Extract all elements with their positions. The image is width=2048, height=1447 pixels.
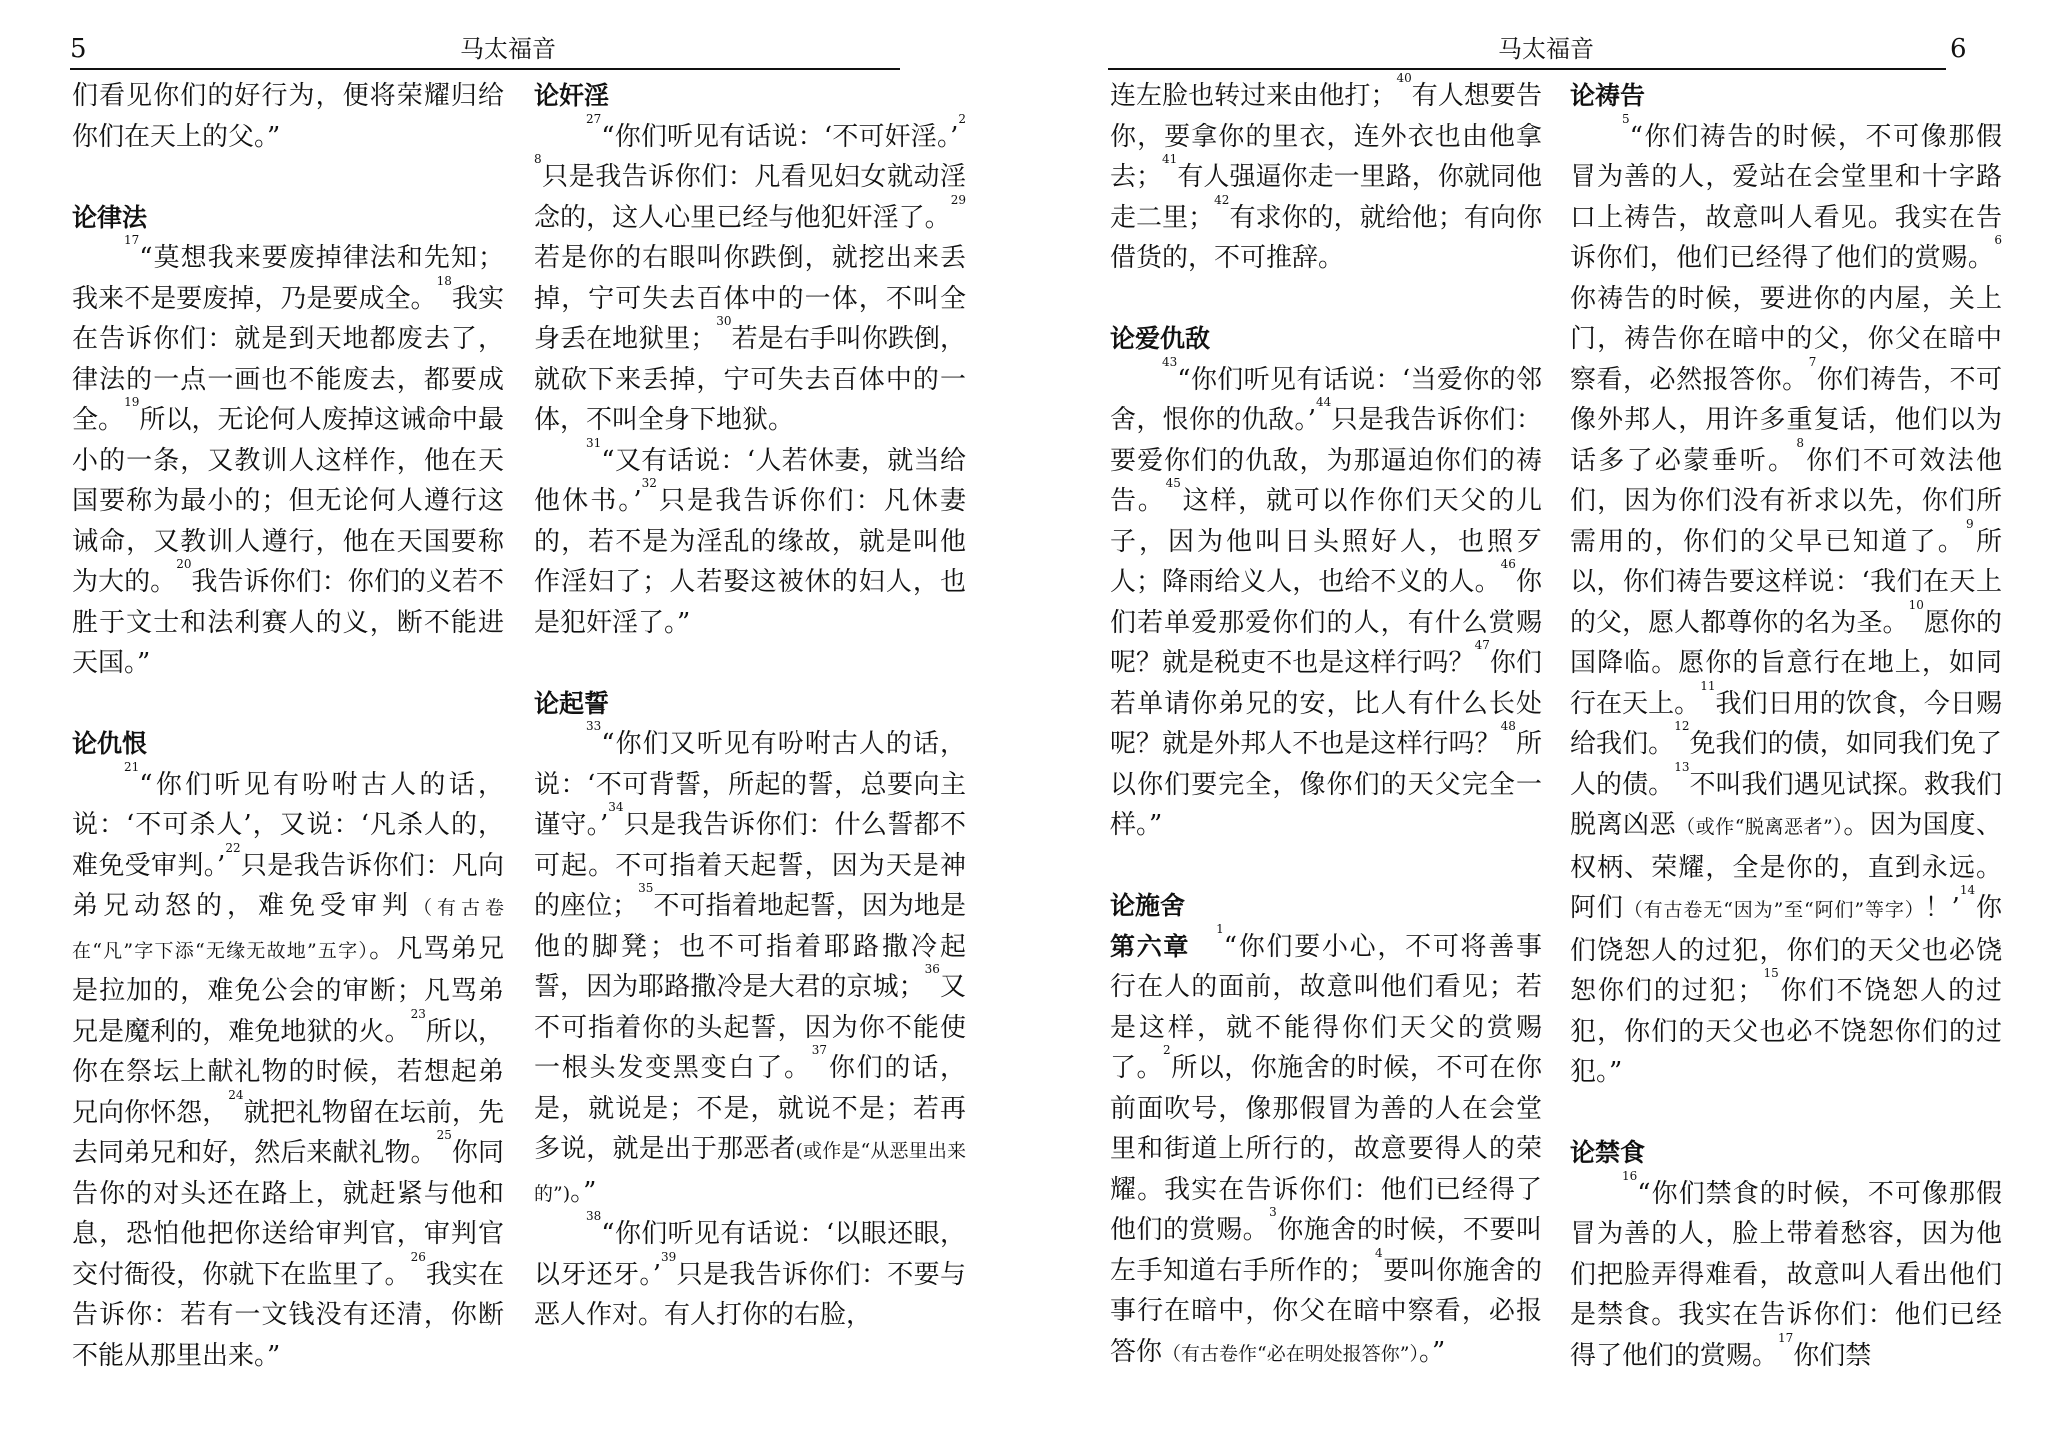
verse-number: 40 — [1396, 71, 1412, 85]
verse-text: 你们不饶恕人的过犯，你们的天父也必不饶恕你们的过犯。” — [1570, 976, 2002, 1087]
verse-number: 19 — [124, 395, 140, 409]
verse-number: 45 — [1165, 476, 1181, 490]
verse-text: 又不可指着你的头起誓，因为你不能使一根头发变黑变白了。 — [534, 972, 966, 1083]
verse-number: 39 — [660, 1249, 677, 1264]
verse-text: 若是你的右眼叫你跌倒，就挖出来丢掉，宁可失去百体中的一体，不叫全身丢在地狱里； — [534, 243, 966, 354]
paragraph — [534, 111, 966, 441]
verse-text: 你们不可效法他们，因为你们没有祈求以先，你们所需用的，你们的父早已知道了。 — [1570, 445, 2002, 557]
verse-number: 37 — [811, 1043, 828, 1057]
verse-text: 不叫我们遇见试探。救我们脱离凶恶 — [1570, 769, 2002, 840]
verse-text: 你们祷告，不可像外邦人，用许多重复话，他们以为话多了必蒙垂听。 — [1570, 364, 2002, 476]
verse-text: 。因为国度、权柄、荣耀，全是你的，直到永远。阿们 — [1570, 810, 2002, 923]
verse-number: 15 — [1763, 966, 1779, 980]
left-header-rule — [70, 68, 900, 70]
verse-text: “你们听见有吩咐古人的话，说：‘不可杀人’，又说：‘凡杀人的，难免受审判。’ — [72, 769, 504, 881]
section-heading-prayer: 论祷告 — [1570, 81, 1646, 110]
verse-text: 你祷告的时候，要进你的内屋，关上门，祷告你在暗中的父，你父在暗中察看，必然报答你。 — [1570, 283, 2002, 395]
verse-text: 有人强逼你走一里路，你就同他走二里； — [1110, 162, 1542, 233]
verse-text: “你们听见有话说：‘以眼还眼，以牙还牙。’ — [534, 1219, 966, 1290]
verse-text: 就把礼物留在坛前，先去同弟兄和好，然后来献礼物。 — [72, 1097, 504, 1168]
verse-text: 所以，你在祭坛上献礼物的时候，若想起弟兄向你怀怨， — [72, 1016, 504, 1128]
variant-note: （有古卷在“凡”字下添“无缘无故地”五字） — [72, 897, 504, 962]
verse-number: 5 — [1622, 111, 1630, 126]
verse-number: 16 — [1622, 1168, 1638, 1183]
verse-number: 47 — [1474, 638, 1490, 652]
verse-number: 42 — [1214, 192, 1230, 207]
verse-number: 30 — [716, 314, 732, 328]
verse-text: “你们又听见有吩咐古人的话，说：‘不可背誓，所起的誓，总要向主谨守。’ — [534, 729, 966, 840]
verse-text: 你们若单爱那爱你们的人，有什么赏赐呢？就是税吏不也是这样行吗？ — [1110, 567, 1542, 678]
verse-text: 我实在告诉你们：就是到天地都废去了，律法的一点一画也不能废去，都要成全。 — [72, 283, 504, 435]
paragraph — [1570, 1168, 2002, 1377]
verse-text: 所以，无论何人废掉这诫命中最小的一条，又教训人这样作，他在天国要称为最小的；但无论何人遵行这诫命，又教训人遵行，他在天国要称为大的。 — [72, 405, 504, 597]
paragraph — [1110, 354, 1542, 846]
verse-text: 若是右手叫你跌倒，就砍下来丢掉，宁可失去百体中的一体，不叫全身下地狱。 — [534, 324, 966, 435]
verse-number: 43 — [1162, 354, 1178, 369]
verse-text: 你们若单请你弟兄的安，比人有什么长处呢？就是外邦人不也是这样行吗？ — [1110, 648, 1542, 759]
verse-number: 18 — [436, 273, 452, 288]
left-page-column-2 — [534, 76, 966, 1336]
verse-text: 我们日用的饮食，今日赐给我们。 — [1570, 688, 2002, 759]
variant-note: （有古卷无“因为”至“阿们”等字） — [1623, 899, 1925, 921]
verse-text: 免我们的债，如同我们免了人的债。 — [1570, 729, 2002, 800]
section-heading-adultery: 论奸淫 — [534, 81, 610, 110]
verse-number: 27 — [586, 111, 602, 126]
verse-text: 你们的话，是，就说是；不是，就说不是；若再多说，就是出于那恶者 — [534, 1053, 966, 1164]
verse-text: 只是我告诉你们：不要与恶人作对。有人打你的右脸， — [534, 1259, 966, 1330]
verse-text: “你们祷告的时候，不可像那假冒为善的人，爱站在会堂里和十字路口上祷告，故意叫人看见。我实在告诉你们，他们已经得了他们的赏赐。 — [1570, 121, 2002, 273]
verse-text: 有人想要告你，要拿你的里衣，连外衣也由他拿去； — [1110, 81, 1542, 192]
paragraph — [1110, 71, 1542, 279]
verse-number: 24 — [228, 1087, 244, 1102]
verse-number: 8 — [1796, 435, 1804, 450]
verse-text: 所以，你施舍的时候，不可在你前面吹号，像那假冒为善的人在会堂里和街道上所行的，故意要得人的荣耀。我实在告诉你们：他们已经得了他们的赏赐。 — [1110, 1053, 1542, 1245]
verse-number: 21 — [124, 759, 140, 774]
verse-number: 7 — [1808, 354, 1817, 369]
section-heading-fasting: 论禁食 — [1570, 1138, 1646, 1167]
right-page-column-1 — [1110, 71, 1542, 1374]
verse-number: 26 — [410, 1249, 426, 1264]
verse-text: 只是我告诉你们：什么誓都不可起。不可指着天起誓，因为天是神的座位； — [534, 810, 966, 921]
verse-text: 你们禁 — [1793, 1340, 1872, 1371]
verse-text: 这样，就可以作你们天父的儿子，因为他叫日头照好人，也照歹人；降雨给义人，也给不义的人。 — [1110, 486, 1542, 597]
section-heading-hate: 论仇恨 — [72, 729, 148, 758]
verse-text: “你们听见有话说：‘当爱你的邻舍，恨你的仇敌。’ — [1110, 364, 1542, 435]
verse-number: 33 — [586, 719, 602, 733]
verse-text: “你们听见有话说：‘不可奸淫。’ — [601, 121, 959, 152]
verse-text: 只是我告诉你们：凡看见妇女就动淫念的，这人心里已经与他犯奸淫了。 — [534, 162, 966, 233]
verse-text: “你们禁食的时候，不可像那假冒为善的人，脸上带着愁容，因为他们把脸弄得难看，故意叫人看出他们是禁食。我实在告诉你们：他们已经得了他们的赏赐。 — [1570, 1178, 2002, 1371]
verse-text: “莫想我来要废掉律法和先知；我来不是要废掉，乃是要成全。 — [72, 243, 504, 314]
verse-number: 31 — [586, 435, 602, 450]
verse-number: 29 — [950, 192, 966, 207]
chapter-label: 第六章 — [1110, 931, 1191, 961]
verse-number: 44 — [1315, 395, 1332, 409]
verse-number: 6 — [1994, 233, 2002, 247]
verse-number: 20 — [176, 557, 192, 571]
paragraph — [72, 76, 504, 157]
verse-number: 4 — [1375, 1245, 1383, 1260]
verse-number: 9 — [1966, 516, 1974, 531]
verse-number: 35 — [638, 881, 654, 895]
verse-text: ！’ — [1924, 893, 1960, 923]
verse-text: 只是我告诉你们：要爱你们的仇敌，为那逼迫你们的祷告。 — [1110, 405, 1542, 516]
paragraph — [72, 233, 504, 684]
verse-text: “你们要小心，不可将善事行在人的面前，故意叫他们看见；若是这样，就不能得你们天父的赏赐了。 — [1110, 931, 1542, 1083]
right-header-rule — [1108, 68, 1946, 70]
verse-text: 你施舍的时候，不要叫左手知道右手所作的； — [1110, 1215, 1542, 1286]
verse-text: 要叫你施舍的事行在暗中，你父在暗中察看，必报答你 — [1110, 1255, 1542, 1367]
verse-text: 所以，你们祷告要这样说：‘我们在天上的父，愿人都尊你的名为圣。 — [1570, 526, 2002, 638]
verse-text: 你同告你的对头还在路上，就赶紧与他和息，恐怕他把你送给审判官，审判官交付衙役，你就下在监里了。 — [72, 1138, 504, 1290]
verse-number: 13 — [1674, 759, 1690, 774]
paragraph — [534, 435, 966, 644]
verse-text: 所以你们要完全，像你们的天父完全一样。” — [1110, 729, 1542, 840]
verse-text: 愿你的国降临。愿你的旨意行在地上，如同行在天上。 — [1570, 607, 2002, 719]
right-page-number: 6 — [1950, 34, 1967, 64]
verse-text: 。凡骂弟兄是拉加的，难免公会的审断；凡骂弟兄是魔利的，难免地狱的火。 — [72, 933, 504, 1047]
left-page-column-1 — [72, 76, 504, 1376]
section-heading-oath: 论起誓 — [534, 688, 610, 718]
verse-number: 3 — [1269, 1205, 1277, 1219]
paragraph — [534, 1209, 966, 1336]
verse-number: 17 — [124, 233, 140, 247]
variant-note: (或作是“从恶里出来的”) — [534, 1140, 966, 1205]
verse-text: 我实在告诉你：若有一文钱没有还清，你断不能从那里出来。” — [72, 1259, 504, 1371]
verse-number: 38 — [586, 1209, 602, 1223]
verse-number: 14 — [1959, 883, 1976, 897]
left-running-title: 马太福音 — [460, 35, 556, 63]
section-heading-love-enemies: 论爱仇敌 — [1110, 324, 1211, 353]
left-page-header — [70, 34, 900, 70]
verse-text: 连左脸也转过来由他打； — [1110, 81, 1397, 111]
verse-number: 11 — [1700, 678, 1716, 693]
verse-number: 34 — [608, 800, 624, 814]
verse-number: 46 — [1500, 557, 1516, 571]
variant-note: （或作“脱离恶者”） — [1676, 816, 1844, 838]
verse-number: 2 — [1163, 1043, 1171, 1057]
paragraph — [534, 719, 966, 1214]
verse-text: 有求你的，就给他；有向你借货的，不可推辞。 — [1110, 202, 1542, 273]
verse-text: 只是我告诉你们：凡向弟兄动怒的，难免受审判 — [72, 850, 504, 921]
right-running-title: 马太福音 — [1498, 35, 1594, 63]
verse-text: “又有话说：‘人若休妻，就当给他休书。’ — [534, 445, 966, 516]
verse-text: 我告诉你们：你们的义若不胜于文士和法利赛人的义，断不能进天国。” — [72, 567, 504, 678]
verse-number: 28 — [534, 111, 966, 166]
verse-number: 10 — [1908, 597, 1924, 612]
verse-number: 22 — [225, 840, 241, 855]
verse-number: 12 — [1674, 719, 1690, 733]
verse-number: 23 — [410, 1006, 426, 1021]
paragraph — [1570, 111, 2002, 1093]
verse-text: 只是我告诉你们：凡休妻的，若不是为淫乱的缘故，就是叫他作淫妇了；人若娶这被休的妇人，也是犯奸淫了。” — [534, 486, 966, 638]
verse-number: 17 — [1778, 1330, 1794, 1345]
verse-text: 们看见你们的好行为，便将荣耀归给你们在天上的父。” — [72, 81, 504, 152]
verse-text: 。” — [570, 1176, 597, 1207]
right-page-header — [1108, 34, 1976, 70]
verse-number: 41 — [1162, 152, 1178, 166]
verse-text: 。” — [1418, 1336, 1446, 1367]
paragraph — [1110, 921, 1542, 1375]
verse-number: 36 — [924, 962, 940, 976]
paragraph — [72, 759, 504, 1377]
right-page-column-2 — [1570, 76, 2002, 1376]
section-heading-law: 论律法 — [72, 202, 148, 232]
verse-text: 不可指着地起誓，因为地是他的脚凳；也不可指着耶路撒冷起誓，因为耶路撒冷是大君的京城； — [534, 891, 966, 1002]
verse-number: 25 — [436, 1128, 452, 1142]
verse-number: 32 — [641, 476, 657, 490]
variant-note: （有古卷作“必在明处报答你”） — [1162, 1342, 1419, 1365]
section-heading-alms: 论施舍 — [1110, 891, 1186, 920]
verse-text: 你们饶恕人的过犯，你们的天父也必饶恕你们的过犯； — [1570, 893, 2002, 1006]
left-page-number: 5 — [70, 34, 87, 64]
verse-number: 1 — [1216, 921, 1224, 936]
verse-number: 48 — [1500, 719, 1516, 733]
